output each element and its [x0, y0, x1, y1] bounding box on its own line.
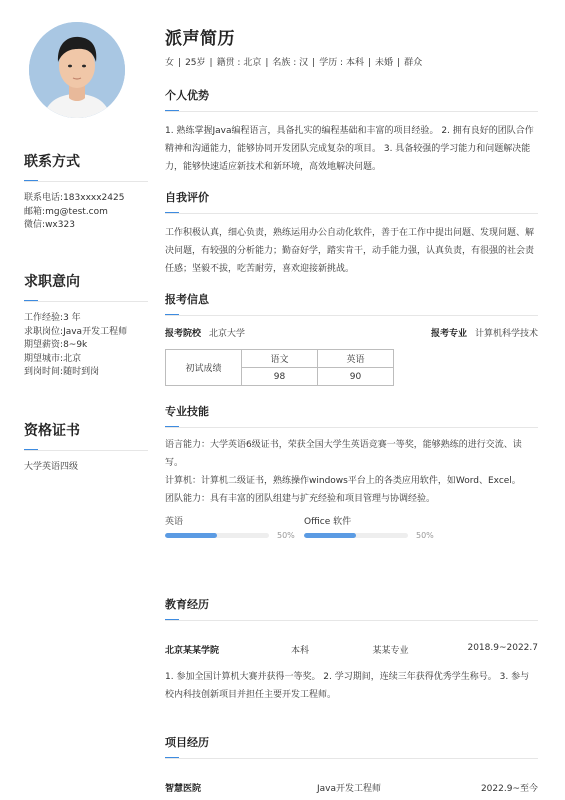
skills-section	[165, 403, 538, 540]
exam-apply-row	[165, 326, 538, 339]
exam-major: 报考专业 计算机科学技术	[430, 329, 538, 339]
info-colon: :	[60, 367, 64, 377]
advantage-text: 1. 熟练掌握Java编程语言，具备扎实的编程基础和丰富的项目经验。 2. 拥有良好的团队合作精神和沟通能力，能够协同开发团队完成复杂的项目。 3. 具备较强的学习能力和问题解决能力，能够快速适应新技术和新环境，高效地解决问题。	[165, 126, 534, 172]
section-title-intention: 求职意向	[24, 274, 80, 290]
section-title-skills: 专业技能	[165, 405, 209, 418]
education-major: 某某专业	[372, 646, 409, 656]
info-label: 工作经验	[24, 313, 61, 323]
contact-list	[24, 192, 148, 233]
section-divider	[165, 427, 538, 428]
info-label: 期望薪资	[24, 340, 61, 350]
info-value: Java开发工程师	[63, 326, 128, 337]
skill-bar	[304, 514, 443, 540]
subject-header: 英语	[318, 350, 394, 368]
self-eval-section	[165, 189, 538, 278]
info-label: 到岗时间	[24, 367, 61, 377]
meta-item: 群众	[404, 58, 423, 68]
info-colon: :	[42, 220, 46, 230]
section-title-exam: 报考信息	[165, 293, 209, 306]
intention-list	[24, 312, 148, 380]
exam-school: 报考院校 北京大学	[165, 329, 246, 339]
exam-section	[165, 291, 538, 386]
section-divider	[165, 315, 538, 316]
info-row	[24, 339, 148, 353]
info-colon: :	[60, 313, 64, 323]
meta-item: 籍贯 : 北京	[216, 58, 262, 68]
education-degree: 本科	[291, 646, 310, 656]
skill-bar-label: Office 软件	[304, 517, 352, 527]
section-divider	[24, 301, 148, 302]
section-divider	[24, 450, 148, 451]
info-row	[24, 312, 148, 326]
skill-bar-label: 英语	[165, 517, 184, 527]
section-divider	[165, 620, 538, 621]
certs-list	[24, 461, 148, 475]
header	[165, 24, 538, 68]
skill-bar-line	[304, 531, 443, 540]
info-value: mg@test.com	[45, 206, 108, 217]
meta-separator: |	[312, 58, 316, 68]
left-column	[24, 22, 148, 118]
info-row	[24, 353, 148, 367]
skill-line: 计算机：计算机二级证书，熟练操作windows平台上的各类应用软件，如Word、Excel。	[165, 476, 521, 486]
info-label: 邮箱	[24, 206, 43, 217]
meta-item: 名族 : 汉	[272, 58, 309, 68]
skill-bar-fill	[304, 533, 356, 538]
section-divider	[165, 213, 538, 214]
info-row	[24, 192, 148, 206]
section-title-contact: 联系方式	[24, 154, 80, 170]
info-colon: :	[60, 340, 64, 350]
info-colon: :	[60, 326, 64, 337]
scores-label: 初试成绩	[166, 350, 242, 386]
info-row	[24, 206, 148, 220]
meta-separator: |	[397, 58, 401, 68]
meta-separator: |	[209, 58, 213, 68]
info-value: 8~9k	[63, 340, 88, 350]
skill-bar-track	[165, 533, 269, 538]
info-label: 联系电话	[24, 193, 61, 203]
education-text: 1. 参加全国计算机大赛并获得一等奖。 2. 学习期间，连续三年获得优秀学生称号。 3. 参与校内科技创新项目并担任主要开发工程师。	[165, 672, 530, 700]
meta-separator: |	[367, 58, 371, 68]
skill-bars	[165, 514, 538, 540]
scores-table	[165, 349, 394, 386]
section-title-self-eval: 自我评价	[165, 191, 209, 204]
skill-bar-line	[165, 531, 304, 540]
score-cell: 90	[318, 368, 394, 386]
meta-separator: |	[265, 58, 269, 68]
skill-bar-track	[304, 533, 408, 538]
meta-separator: |	[178, 58, 182, 68]
section-divider	[165, 758, 538, 759]
skill-bar	[165, 514, 304, 540]
projects-section	[165, 734, 538, 794]
skill-line: 语言能力：大学英语6级证书，荣获全国大学生英语竞赛一等奖，能够熟练的进行交流、读写。	[165, 440, 522, 468]
section-title-education: 教育经历	[165, 598, 209, 611]
subject-header: 语文	[242, 350, 318, 368]
info-row	[24, 326, 148, 340]
meta-item: 25岁	[185, 58, 206, 68]
education-section	[165, 596, 538, 704]
info-value: 北京	[63, 353, 82, 364]
avatar	[29, 22, 125, 118]
education-school: 北京某某学院	[165, 646, 220, 656]
meta-item: 学历 : 本科	[319, 58, 364, 68]
intention-section	[24, 271, 148, 380]
info-colon: :	[42, 206, 46, 217]
info-label: 期望城市	[24, 353, 61, 364]
education-period: 2018.9~2022.7	[467, 643, 538, 653]
education-entry-head	[165, 643, 538, 656]
info-value: 3 年	[63, 313, 81, 323]
info-row	[24, 219, 148, 233]
score-cell: 98	[242, 368, 318, 386]
info-colon: :	[60, 353, 64, 364]
skill-bar-percent: 50%	[416, 531, 434, 540]
meta-item: 女	[165, 58, 175, 68]
project-role: Java开发工程师	[317, 784, 382, 794]
info-value: 183xxxx2425	[63, 193, 125, 203]
section-title-projects: 项目经历	[165, 736, 209, 749]
skill-bar-fill	[165, 533, 217, 538]
advantage-section	[165, 87, 538, 176]
project-entry-head	[165, 781, 538, 794]
cert-item: 大学英语四级	[24, 462, 79, 472]
section-title-certs: 资格证书	[24, 423, 80, 439]
info-value: wx323	[45, 220, 75, 230]
profile-meta	[165, 55, 538, 68]
project-period: 2022.9~至今	[480, 784, 538, 794]
skills-text	[165, 436, 538, 508]
skill-line: 团队能力：具有丰富的团队组建与扩充经验和项目管理与协调经验。	[165, 494, 436, 504]
info-value: 随时到岗	[63, 367, 100, 377]
info-colon: :	[60, 193, 64, 203]
self-eval-text: 工作积极认真，细心负责，熟练运用办公自动化软件，善于在工作中提出问题、发现问题、解决问题，有较强的分析能力；勤奋好学，踏实肯干，动手能力强，认真负责，有很强的社会责任感；坚毅不拔，吃苦耐劳，喜欢迎接新挑战。	[165, 228, 535, 274]
certs-section	[24, 420, 148, 475]
info-row	[24, 366, 148, 380]
contact-section	[24, 151, 148, 233]
section-divider	[24, 181, 148, 182]
info-label: 求职岗位	[24, 326, 61, 337]
section-divider	[165, 111, 538, 112]
resume-name: 派声简历	[165, 29, 235, 49]
skill-bar-percent: 50%	[277, 531, 295, 540]
meta-item: 未婚	[375, 58, 394, 68]
avatar-portrait-icon	[29, 22, 125, 118]
section-title-advantage: 个人优势	[165, 89, 209, 102]
info-label: 微信	[24, 220, 43, 230]
project-name: 智慧医院	[165, 784, 202, 794]
